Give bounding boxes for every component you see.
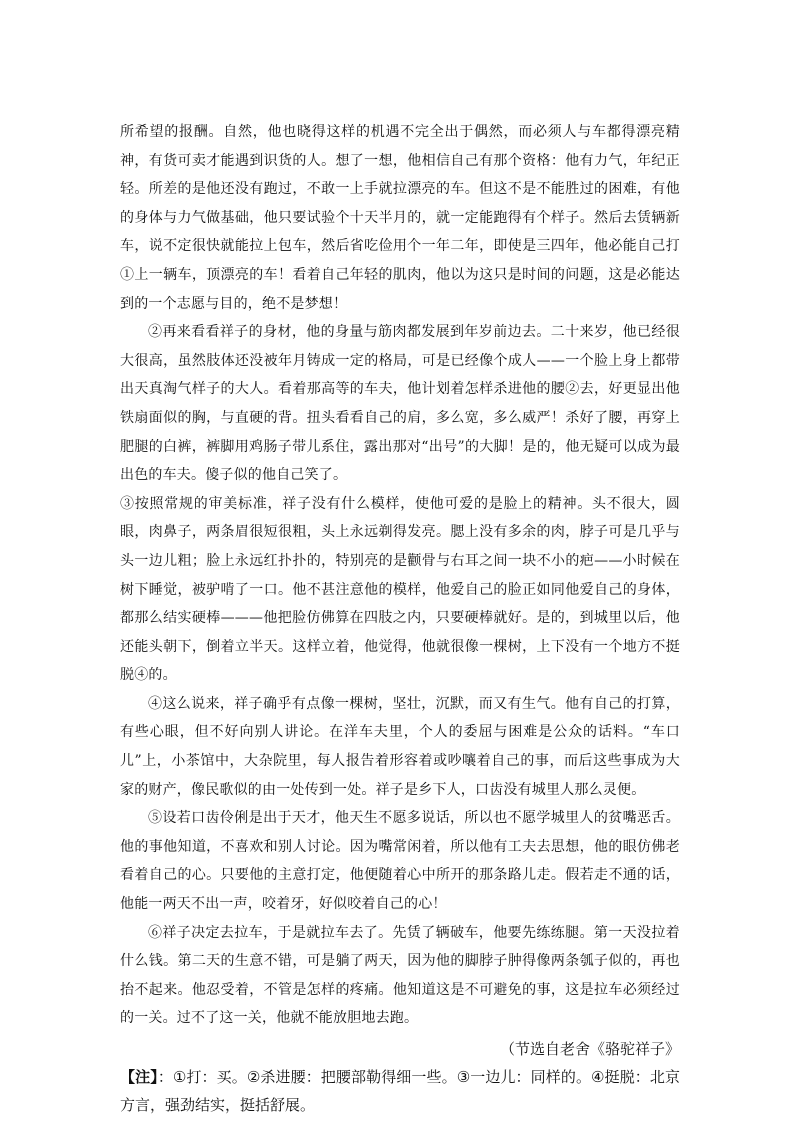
paragraph-intro: 所希望的报酬。自然，他也晓得这样的机遇不完全出于偶然，而必须人与车都得漂亮精神，有货可卖才能遇到识货的人。想了一想，他相信自己有那个资格：他有力气，年纪正轻。所差的是他还没有跑过，不敢一上手就拉漂亮的车。但这不是不能胜过的困难，有他的身体与力气做基础，他只要试验个十天半月的，就一定能跑得有个样子。然后去赁辆新车，说不定很快就能拉上包车，然后省吃俭用个一年二年，即使是三四年，他必能自己打①上一辆车，顶漂亮的车！看着自己年轻的肌肉，他以为这只是时间的问题，这是必能达到的一个志愿与目的，绝不是梦想！ — [120, 124, 680, 312]
paragraph-3: ③按照常规的审美标准，祥子没有什么模样，使他可爱的是脸上的精神。头不很大，圆眼，肉鼻子，两条眉很短很粗，头上永远剃得发亮。腮上没有多余的肉，脖子可是几乎与头一边儿粗；脸上永远红扑扑的，特别亮的是颧骨与右耳之间一块不小的疤——小时候在树下睡觉，被驴啃了一口。他不甚注意他的模样，他爱自己的脸正如同他爱自己的身体，都那么结实硬棒———他把脸仿佛算在四肢之内，只要硬棒就好。是的，到城里以后，他还能头朝下，倒着立半天。这样立着，他觉得，他就很像一棵树，上下没有一个地方不挺脱④的。 — [120, 495, 680, 684]
note-tag: 【注】 — [120, 1068, 158, 1086]
paragraph-2: ②再来看看祥子的身材，他的身量与筋肉都发展到年岁前边去。二十来岁，他已经很大很高，虽然肢体还没被年月铸成一定的格局，可是已经像个成人——一个脸上身上都带出天真淘气样子的大人。看着那高等的车夫，他计划着怎样杀进他的腰②去，好更显出他铁扇面似的胸，与直硬的背。扭头看看自己的肩，多么宽，多么威严！杀好了腰，再穿上肥腿的白裤，裤脚用鸡肠子带儿系住，露出那对“出号”的大脚！是的，他无疑可以成为最出色的车夫。傻子似的他自己笑了。 — [120, 324, 680, 484]
paragraph-5: ⑤设若口齿伶俐是出于天才，他天生不愿多说话，所以也不愿学城里人的贫嘴恶舌。他的事他知道，不喜欢和别人讨论。因为嘴常闲着，所以他有工夫去思想，他的眼仿佛老看着自己的心。只要他的主意打定，他便随着心中所开的那条路儿走。假若走不通的话，他能一两天不出一声，咬着牙，好似咬着自己的心！ — [120, 810, 680, 913]
note-text: ：①打：买。②杀进腰：把腰部勒得细一些。③一边儿：同样的。④挺脱：北京方言，强劲结实，挺括舒展。 — [120, 1068, 680, 1114]
annotation-note — [120, 1063, 680, 1119]
document-page — [120, 118, 680, 1119]
paragraph-4: ④这么说来，祥子确乎有点像一棵树，坚壮，沉默，而又有生气。他有自己的打算，有些心眼，但不好向别人讲论。在洋车夫里，个人的委屈与困难是公众的话料。“车口儿”上，小茶馆中，大杂院里，每人报告着形容着或吵嚷着自己的事，而后这些事成为大家的财产，像民歌似的由一处传到一处。祥子是乡下人，口齿没有城里人那么灵便。 — [120, 695, 680, 798]
paragraph-6: ⑥祥子决定去拉车，于是就拉车去了。先赁了辆破车，他要先练练腿。第一天没拉着什么钱。第二天的生意不错，可是躺了两天，因为他的脚脖子肿得像两条瓠子似的，再也抬不起来。他忍受着，不管是怎样的疼痛。他知道这是不可避免的事，这是拉车必须经过的一关。过不了这一关，他就不能放胆地去跑。 — [120, 924, 680, 1027]
source-attribution: （节选自老舍《骆驼祥子》 — [499, 1040, 680, 1058]
